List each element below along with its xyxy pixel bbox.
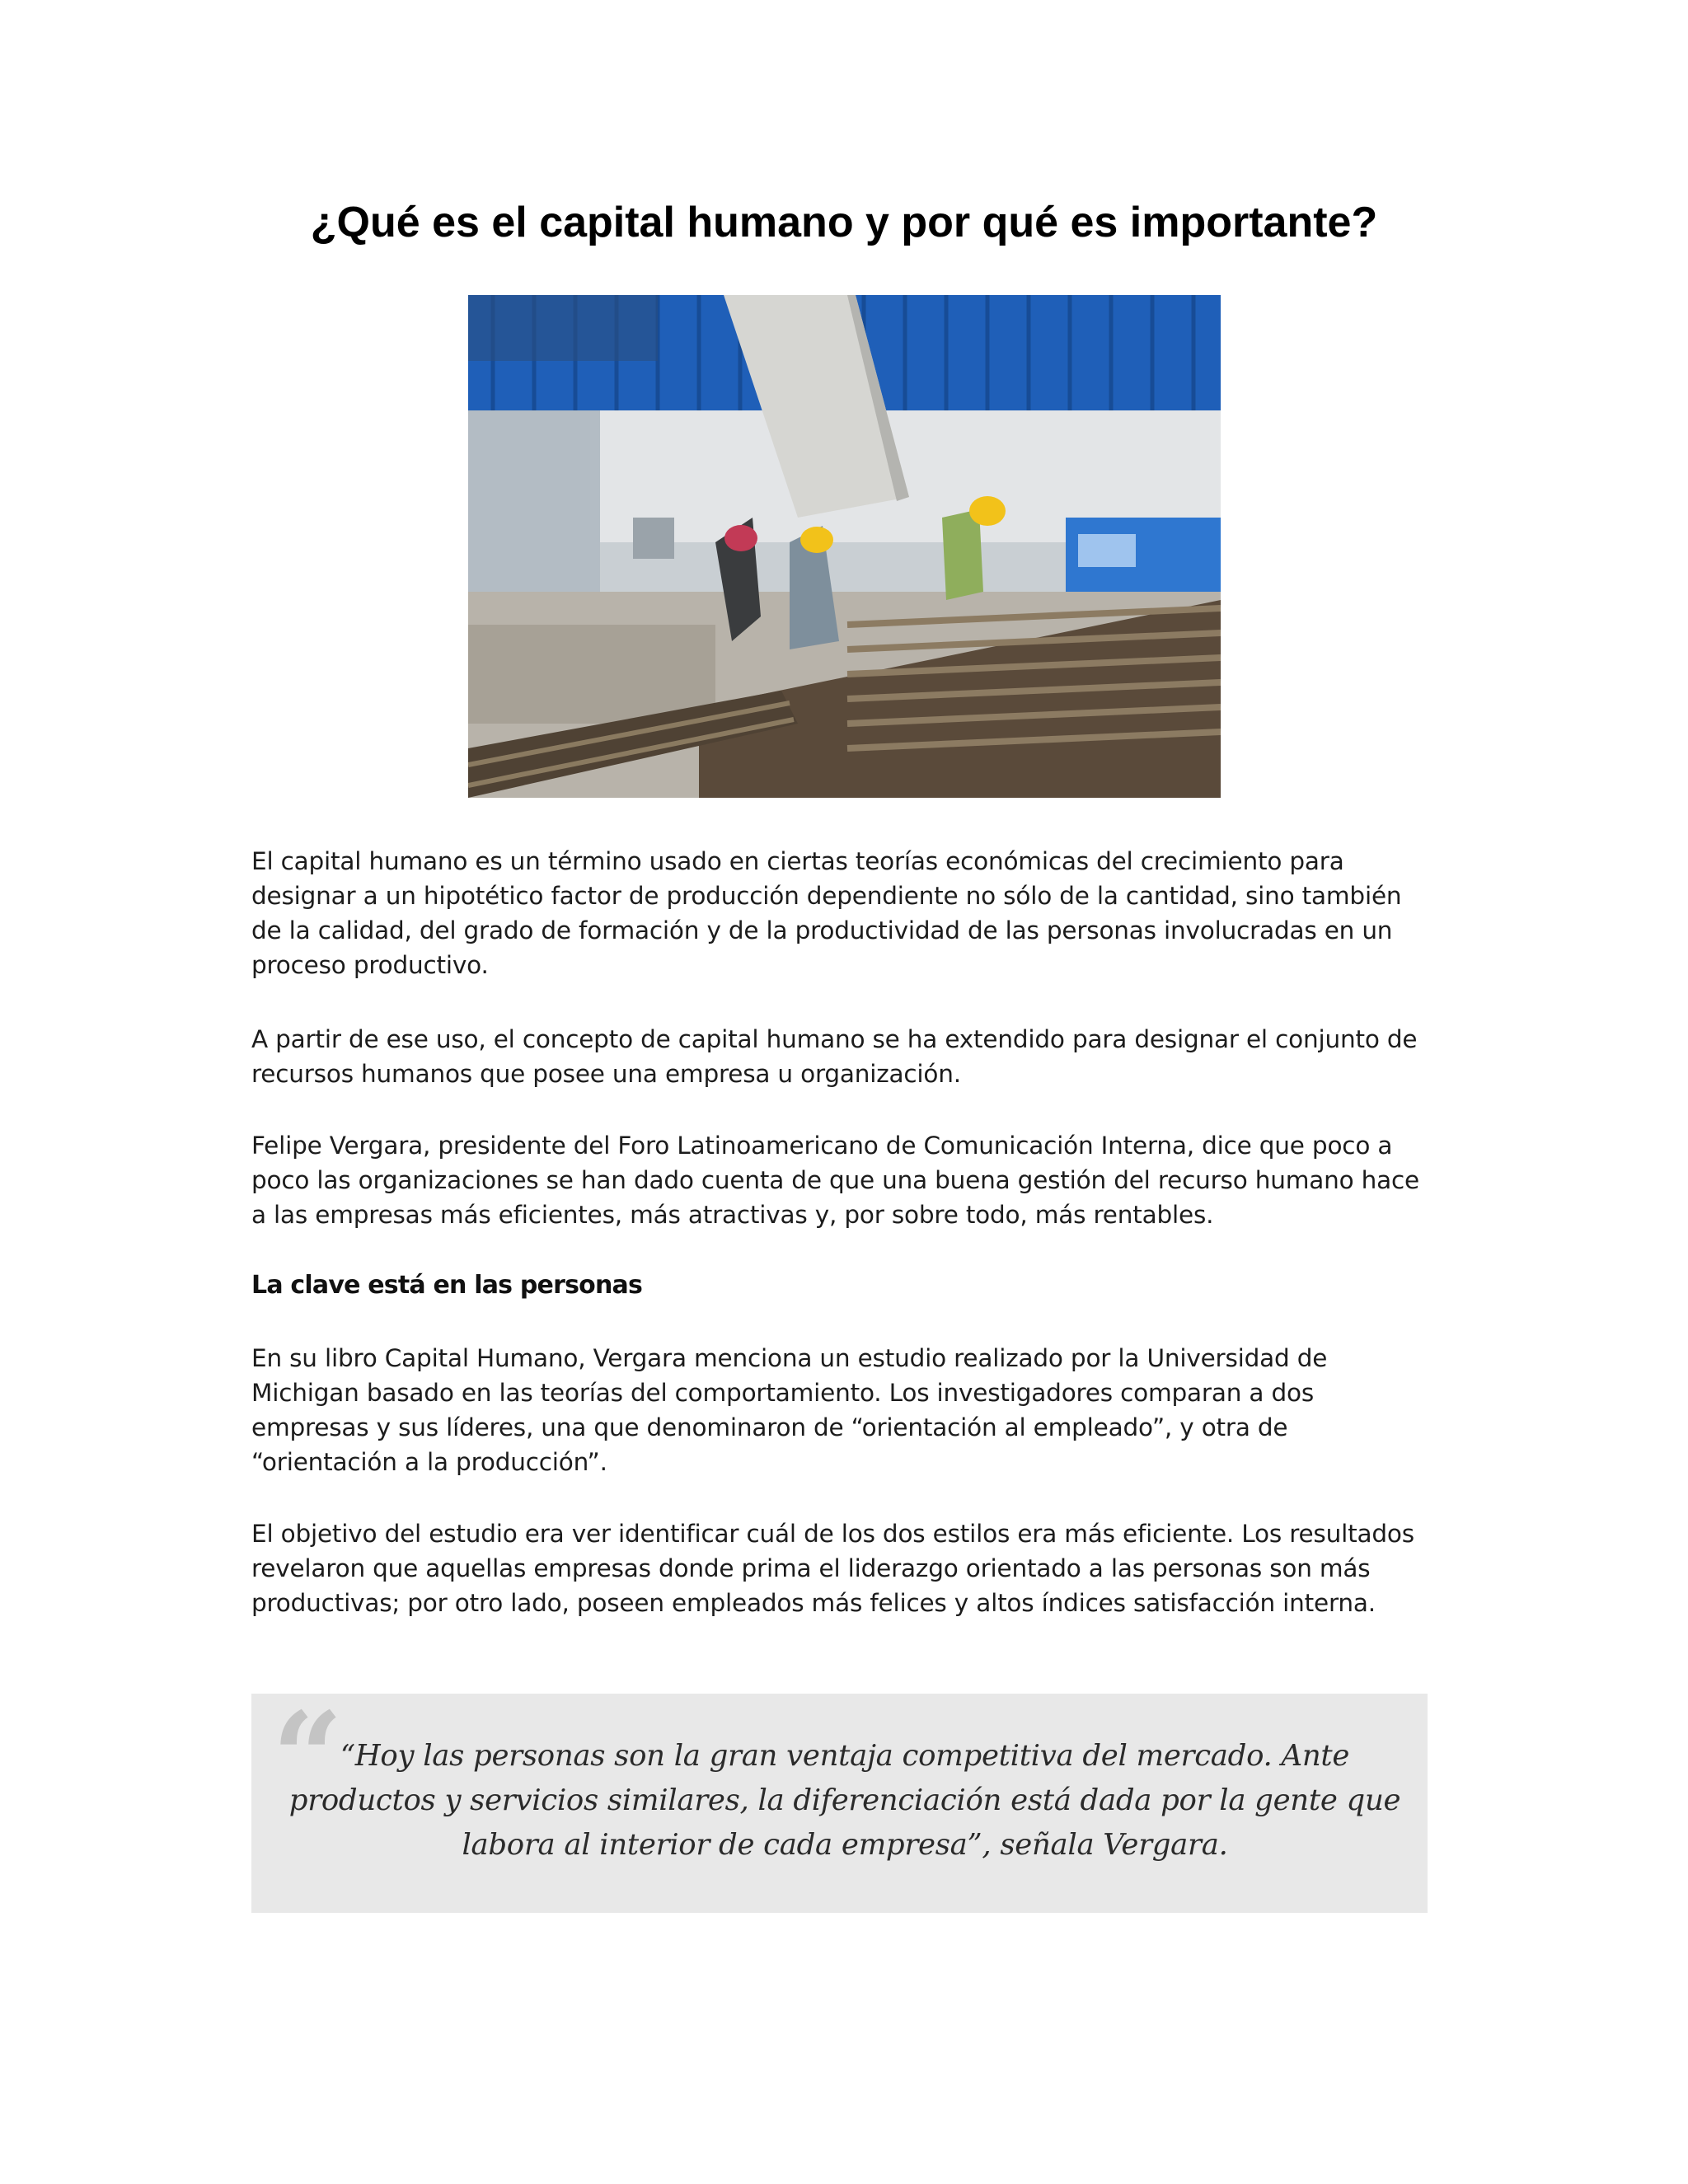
page-title: ¿Qué es el capital humano y por qué es importante? (310, 199, 1378, 246)
paragraph-vergara-statement: Felipe Vergara, presidente del Foro Latinoamericano de Comunicación Interna, dice que poco a poco las organizaciones se han dado cuenta de que una buena gestión del recurso humano hace a las empresas más eficientes, más atractivas y, por sobre todo, más rentables. (251, 1132, 1419, 1229)
quote-mark-icon: “ (272, 1685, 344, 1830)
section-heading: La clave está en las personas (251, 1271, 643, 1300)
pullquote-text: “Hoy las personas son la gran ventaja competitiva del mercado. Ante productos y servicios similares, la diferenciación está dada por la gente que labora al interior de cada empresa”, señala Vergara. (288, 1739, 1401, 1862)
article-photo (468, 295, 1221, 798)
paragraph-michigan-study: En su libro Capital Humano, Vergara menciona un estudio realizado por la Universidad de Michigan basado en las teorías del comportamiento. Los investigadores comparan a dos empresas y sus líderes, una que denominaron de “orientación al empleado”, y otra de “orientación a la producción”. (251, 1344, 1328, 1476)
paragraph-concept-extension: A partir de ese uso, el concepto de capital humano se ha extendido para designar el conjunto de recursos humanos que posee una empresa u organización. (251, 1025, 1418, 1088)
paragraph-study-results: El objetivo del estudio era ver identificar cuál de los dos estilos era más eficiente. Los resultados revelaron que aquellas empresas donde prima el liderazgo orientado a las personas son más productivas; por otro lado, poseen empleados más felices y altos índices satisfacción interna. (251, 1520, 1414, 1617)
paragraph-capital-definition: El capital humano es un término usado en ciertas teorías económicas del crecimiento para designar a un hipotético factor de producción dependiente no sólo de la cantidad, sino también de la calidad, del grado de formación y de la productividad de las personas involucradas en un proceso productivo. (251, 847, 1402, 979)
